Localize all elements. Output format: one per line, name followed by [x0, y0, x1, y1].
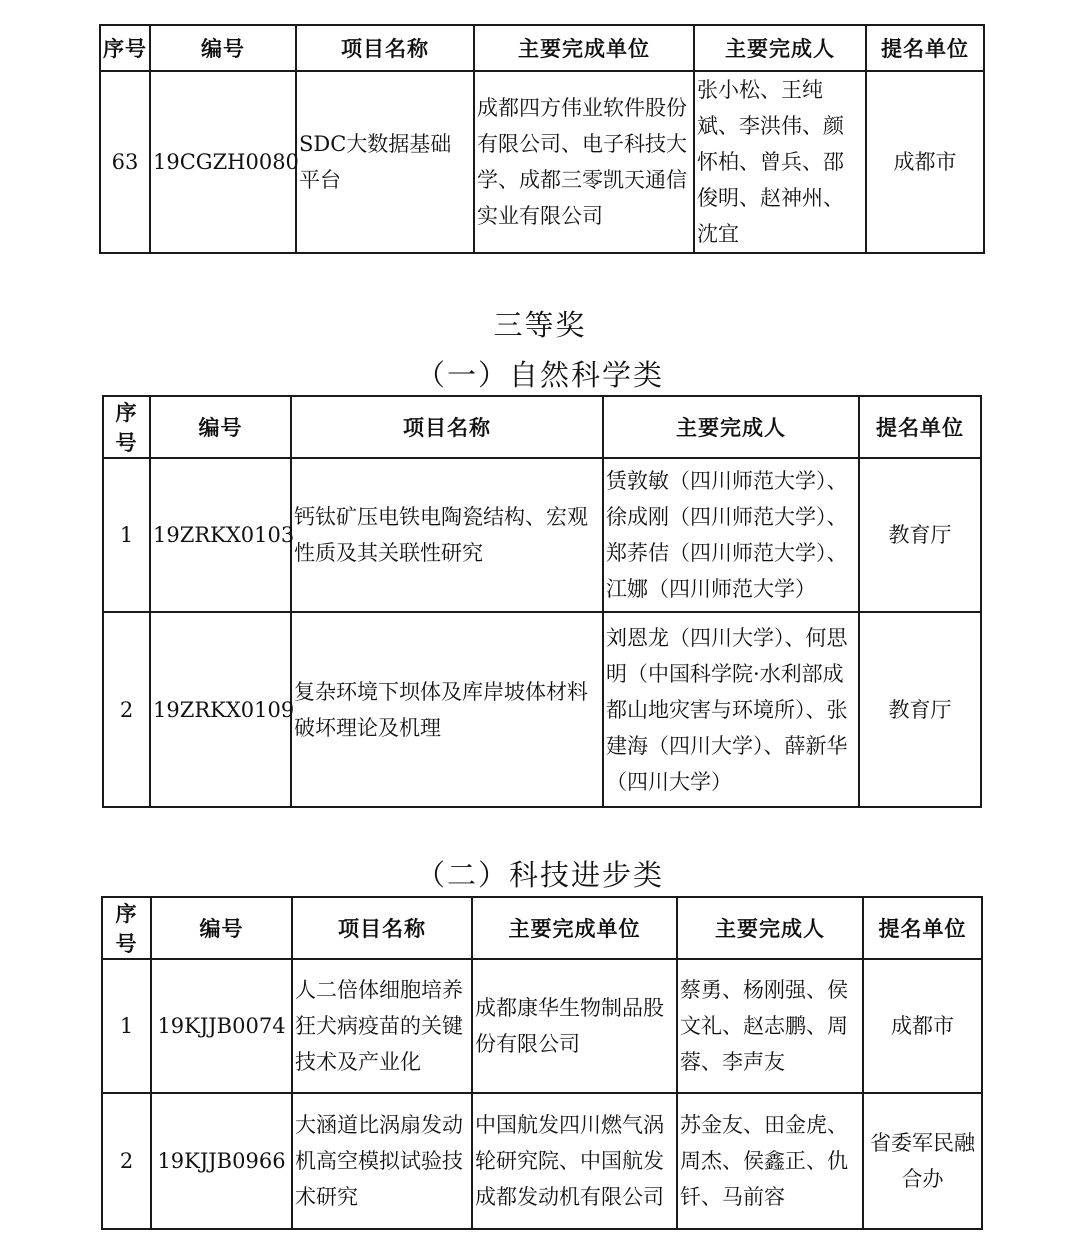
- table-row: [100, 71, 984, 253]
- header-project-name: 项目名称: [292, 897, 472, 959]
- cell-code: 19KJJB0966: [151, 1093, 292, 1229]
- header-project-name: 项目名称: [291, 396, 603, 458]
- cell-seq: 63: [100, 71, 150, 253]
- header-nominator: 提名单位: [863, 897, 982, 959]
- table-row: [103, 458, 981, 612]
- cell-seq: 1: [103, 458, 150, 612]
- section-title-natural-science: （一）自然科学类: [415, 358, 664, 392]
- cell-code: 19KJJB0074: [151, 959, 292, 1093]
- cell-nominator: 成都市: [866, 71, 984, 253]
- table-row: [102, 959, 982, 1093]
- cell-nominator: 教育厅: [859, 458, 981, 612]
- cell-nominator: 教育厅: [859, 612, 981, 807]
- header-main-unit: 主要完成单位: [474, 25, 694, 71]
- award-level-title: 三等奖: [493, 308, 587, 342]
- cell-project-name: 复杂环境下坝体及库岸坡体材料破坏理论及机理: [291, 612, 603, 807]
- header-code: 编号: [150, 396, 291, 458]
- header-nominator: 提名单位: [866, 25, 984, 71]
- section-title-tech-progress: （二）科技进步类: [415, 858, 664, 892]
- award-table-3: [101, 896, 983, 1230]
- table-header-row: [102, 897, 982, 959]
- header-code: 编号: [151, 897, 292, 959]
- header-project-name: 项目名称: [296, 25, 474, 71]
- cell-code: 19ZRKX0109: [150, 612, 291, 807]
- cell-main-unit: 中国航发四川燃气涡轮研究院、中国航发成都发动机有限公司: [472, 1093, 677, 1229]
- cell-project-name: SDC大数据基础平台: [296, 71, 474, 253]
- header-main-people: 主要完成人: [603, 396, 859, 458]
- cell-project-name: 大涵道比涡扇发动机高空模拟试验技术研究: [292, 1093, 472, 1229]
- cell-main-unit: 成都康华生物制品股份有限公司: [472, 959, 677, 1093]
- table-header-row: [100, 25, 984, 71]
- cell-project-name: 钙钛矿压电铁电陶瓷结构、宏观性质及其关联性研究: [291, 458, 603, 612]
- header-main-people: 主要完成人: [677, 897, 863, 959]
- cell-main-people: 蔡勇、杨刚强、侯文礼、赵志鹏、周蓉、李声友: [677, 959, 863, 1093]
- cell-main-unit: 成都四方伟业软件股份有限公司、电子科技大学、成都三零凯天通信实业有限公司: [474, 71, 694, 253]
- header-main-unit: 主要完成单位: [472, 897, 677, 959]
- header-seq: 序号: [103, 396, 150, 458]
- cell-nominator: 成都市: [863, 959, 982, 1093]
- header-main-people: 主要完成人: [694, 25, 866, 71]
- table-row: [102, 1093, 982, 1229]
- header-code: 编号: [150, 25, 296, 71]
- cell-seq: 2: [102, 1093, 151, 1229]
- cell-main-people: 苏金友、田金虎、周杰、侯鑫正、仇钎、马前容: [677, 1093, 863, 1229]
- cell-main-people: 赁敦敏（四川师范大学）、徐成刚（四川师范大学）、郑荞佶（四川师范大学）、江娜（四川师范大学）: [603, 458, 859, 612]
- award-table-2: [102, 395, 982, 808]
- cell-project-name: 人二倍体细胞培养狂犬病疫苗的关键技术及产业化: [292, 959, 472, 1093]
- cell-seq: 2: [103, 612, 150, 807]
- cell-code: 19CGZH0080: [150, 71, 296, 253]
- table-header-row: [103, 396, 981, 458]
- award-table-1: [99, 24, 985, 254]
- cell-nominator: 省委军民融合办: [863, 1093, 982, 1229]
- cell-main-people: 刘恩龙（四川大学）、何思明（中国科学院·水利部成都山地灾害与环境所）、张建海（四川大学）、薛新华（四川大学）: [603, 612, 859, 807]
- cell-seq: 1: [102, 959, 151, 1093]
- cell-main-people: 张小松、王纯斌、李洪伟、颜怀柏、曾兵、邵俊明、赵神州、沈宜: [694, 71, 866, 253]
- header-seq: 序号: [102, 897, 151, 959]
- cell-code: 19ZRKX0103: [150, 458, 291, 612]
- header-seq: 序号: [100, 25, 150, 71]
- table-row: [103, 612, 981, 807]
- header-nominator: 提名单位: [859, 396, 981, 458]
